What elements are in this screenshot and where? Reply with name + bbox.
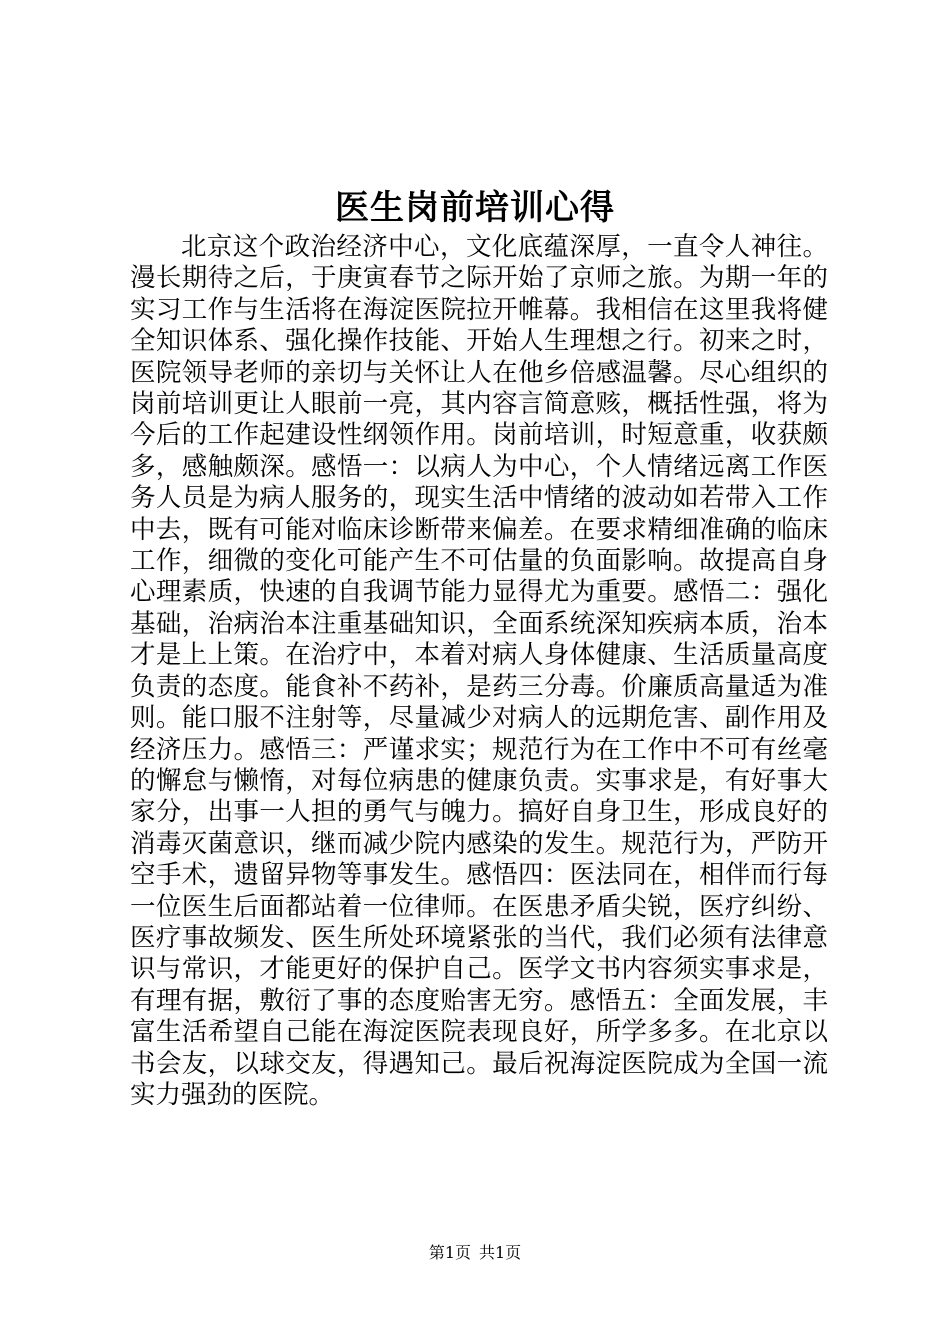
- page-footer: [0, 1241, 950, 1265]
- page-number-current: 第1页: [428, 1243, 471, 1262]
- document-body: 北京这个政治经济中心，文化底蕴深厚，一直令人神往。漫长期待之后，于庚寅春节之际开始了京师之旅。为期一年的实习工作与生活将在海淀医院拉开帷幕。我相信在这里我将健全知识体系、强化操作技能、开始人生理想之行。初来之时，医院领导老师的亲切与关怀让人在他乡倍感温馨。尽心组织的岗前培训更让人眼前一亮，其内容言简意赅，概括性强，将为今后的工作起建设性纲领作用。岗前培训，时短意重，收获颇多，感触颇深。感悟一：以病人为中心，个人情绪远离工作医务人员是为病人服务的，现实生活中情绪的波动如若带入工作中去，既有可能对临床诊断带来偏差。在要求精细准确的临床工作，细微的变化可能产生不可估量的负面影响。故提高自身心理素质，快速的自我调节能力显得尤为重要。感悟二：强化基础，治病治本注重基础知识，全面系统深知疾病本质，治本才是上上策。在治疗中，本着对病人身体健康、生活质量高度负责的态度。能食补不药补，是药三分毒。价廉质高量适为准则。能口服不注射等，尽量减少对病人的远期危害、副作用及经济压力。感悟三：严谨求实；规范行为在工作中不可有丝毫的懈怠与懒惰，对每位病患的健康负责。实事求是，有好事大家分，出事一人担的勇气与魄力。搞好自身卫生，形成良好的消毒灭菌意识，继而减少院内感染的发生。规范行为，严防开空手术，遗留异物等事发生。感悟四：医法同在，相伴而行每一位医生后面都站着一位律师。在医患矛盾尖锐，医疗纠纷、医疗事故频发、医生所处环境紧张的当代，我们必须有法律意识与常识，才能更好的保护自己。医学文书内容须实事求是，有理有据，敷衍了事的态度贻害无穷。感悟五：全面发展，丰富生活希望自己能在海淀医院表现良好，所学多多。在北京以书会友，以球交友，得遇知己。最后祝海淀医院成为全国一流实力强劲的医院。: [130, 232, 828, 1110]
- page-number-total: 共1页: [479, 1243, 522, 1262]
- document-title: 医生岗前培训心得: [335, 188, 615, 228]
